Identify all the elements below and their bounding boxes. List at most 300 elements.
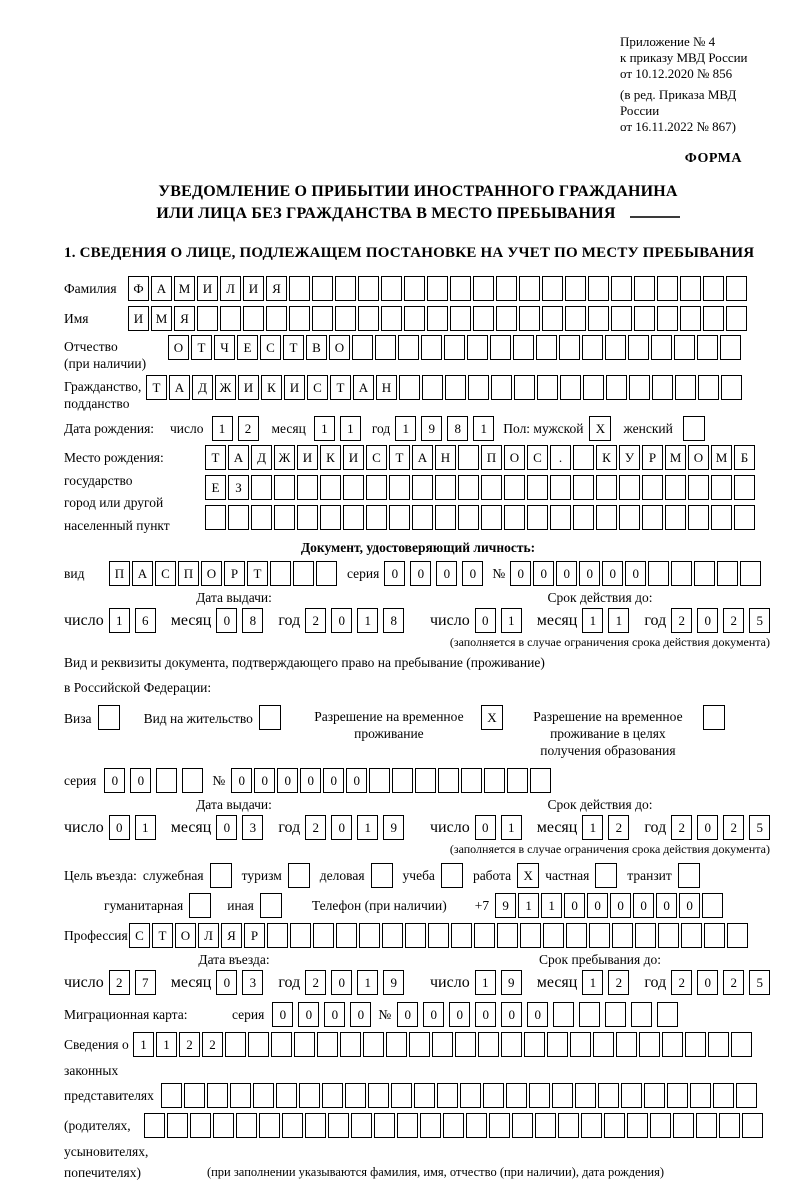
- form-cell[interactable]: 0: [587, 893, 608, 918]
- form-cell[interactable]: 1: [357, 970, 378, 995]
- form-cell[interactable]: [688, 475, 709, 500]
- form-cell[interactable]: [506, 1083, 527, 1108]
- form-cell[interactable]: [542, 276, 563, 301]
- form-cell[interactable]: 1: [473, 416, 494, 441]
- form-cell[interactable]: [604, 1113, 625, 1138]
- form-cell[interactable]: 0: [475, 1002, 496, 1027]
- form-cell[interactable]: 0: [579, 561, 600, 586]
- form-cell[interactable]: [588, 276, 609, 301]
- form-cell[interactable]: [336, 923, 357, 948]
- form-cell[interactable]: [720, 335, 741, 360]
- form-cell[interactable]: 6: [135, 608, 156, 633]
- form-cell[interactable]: [537, 375, 558, 400]
- form-cell[interactable]: [213, 1113, 234, 1138]
- form-cell[interactable]: [392, 768, 413, 793]
- form-cell[interactable]: [680, 306, 701, 331]
- form-cell[interactable]: [644, 1083, 665, 1108]
- form-cell[interactable]: А: [353, 375, 374, 400]
- form-cell[interactable]: [468, 375, 489, 400]
- form-cell[interactable]: .: [550, 445, 571, 470]
- form-cell[interactable]: 2: [202, 1032, 223, 1057]
- form-cell[interactable]: [519, 276, 540, 301]
- form-cell[interactable]: [648, 561, 669, 586]
- form-cell[interactable]: А: [412, 445, 433, 470]
- form-cell[interactable]: 0: [331, 815, 352, 840]
- form-cell[interactable]: Т: [205, 445, 226, 470]
- form-cell[interactable]: [519, 306, 540, 331]
- form-cell[interactable]: [320, 475, 341, 500]
- form-cell[interactable]: [435, 475, 456, 500]
- form-cell[interactable]: Л: [198, 923, 219, 948]
- form-cell[interactable]: [688, 505, 709, 530]
- form-cell[interactable]: [559, 335, 580, 360]
- form-cell[interactable]: В: [306, 335, 327, 360]
- form-cell[interactable]: Д: [192, 375, 213, 400]
- form-cell[interactable]: [481, 475, 502, 500]
- form-cell[interactable]: [565, 276, 586, 301]
- form-cell[interactable]: 9: [501, 970, 522, 995]
- form-cell[interactable]: [642, 475, 663, 500]
- form-cell[interactable]: 2: [238, 416, 259, 441]
- form-cell[interactable]: 1: [582, 815, 603, 840]
- form-cell[interactable]: [248, 1032, 269, 1057]
- form-cell[interactable]: [681, 923, 702, 948]
- form-cell[interactable]: [671, 561, 692, 586]
- form-cell[interactable]: И: [238, 375, 259, 400]
- form-cell[interactable]: 2: [608, 815, 629, 840]
- form-cell[interactable]: 1: [501, 815, 522, 840]
- form-cell[interactable]: О: [329, 335, 350, 360]
- form-cell[interactable]: 0: [272, 1002, 293, 1027]
- form-cell[interactable]: [529, 1083, 550, 1108]
- form-cell[interactable]: 2: [305, 815, 326, 840]
- form-cell[interactable]: [631, 1002, 652, 1027]
- form-cell[interactable]: X: [517, 863, 539, 888]
- form-cell[interactable]: [657, 306, 678, 331]
- form-cell[interactable]: [297, 505, 318, 530]
- form-cell[interactable]: 0: [323, 768, 344, 793]
- form-cell[interactable]: [504, 475, 525, 500]
- form-cell[interactable]: [657, 1002, 678, 1027]
- form-cell[interactable]: [731, 1032, 752, 1057]
- form-cell[interactable]: 0: [697, 608, 718, 633]
- form-cell[interactable]: [386, 1032, 407, 1057]
- form-cell[interactable]: [680, 276, 701, 301]
- form-cell[interactable]: [288, 863, 310, 888]
- form-cell[interactable]: [289, 306, 310, 331]
- form-cell[interactable]: [398, 335, 419, 360]
- form-cell[interactable]: [634, 276, 655, 301]
- form-cell[interactable]: [389, 475, 410, 500]
- form-cell[interactable]: Т: [247, 561, 268, 586]
- form-cell[interactable]: [190, 1113, 211, 1138]
- form-cell[interactable]: Н: [376, 375, 397, 400]
- form-cell[interactable]: У: [619, 445, 640, 470]
- form-cell[interactable]: 1: [501, 608, 522, 633]
- form-cell[interactable]: [629, 375, 650, 400]
- form-cell[interactable]: [397, 1113, 418, 1138]
- form-cell[interactable]: 0: [564, 893, 585, 918]
- form-cell[interactable]: [335, 276, 356, 301]
- form-cell[interactable]: [316, 561, 337, 586]
- form-cell[interactable]: [289, 276, 310, 301]
- form-cell[interactable]: 0: [527, 1002, 548, 1027]
- form-cell[interactable]: К: [596, 445, 617, 470]
- form-cell[interactable]: 0: [300, 768, 321, 793]
- form-cell[interactable]: 2: [723, 815, 744, 840]
- form-cell[interactable]: 0: [254, 768, 275, 793]
- form-cell[interactable]: [161, 1083, 182, 1108]
- form-cell[interactable]: [504, 505, 525, 530]
- form-cell[interactable]: [726, 276, 747, 301]
- form-cell[interactable]: [734, 475, 755, 500]
- form-cell[interactable]: [369, 768, 390, 793]
- form-cell[interactable]: 0: [216, 815, 237, 840]
- form-cell[interactable]: О: [168, 335, 189, 360]
- form-cell[interactable]: [696, 1113, 717, 1138]
- form-cell[interactable]: 0: [679, 893, 700, 918]
- form-cell[interactable]: [658, 923, 679, 948]
- form-cell[interactable]: [697, 335, 718, 360]
- form-cell[interactable]: [501, 1032, 522, 1057]
- form-cell[interactable]: И: [243, 276, 264, 301]
- form-cell[interactable]: 7: [135, 970, 156, 995]
- form-cell[interactable]: 9: [495, 893, 516, 918]
- form-cell[interactable]: 0: [602, 561, 623, 586]
- form-cell[interactable]: [652, 375, 673, 400]
- form-cell[interactable]: [703, 306, 724, 331]
- form-cell[interactable]: И: [297, 445, 318, 470]
- form-cell[interactable]: Е: [205, 475, 226, 500]
- form-cell[interactable]: К: [261, 375, 282, 400]
- form-cell[interactable]: [404, 276, 425, 301]
- form-cell[interactable]: О: [175, 923, 196, 948]
- form-cell[interactable]: [566, 923, 587, 948]
- form-cell[interactable]: [441, 863, 463, 888]
- form-cell[interactable]: 1: [109, 608, 130, 633]
- form-cell[interactable]: [512, 1113, 533, 1138]
- form-cell[interactable]: [595, 863, 617, 888]
- form-cell[interactable]: 9: [421, 416, 442, 441]
- form-cell[interactable]: 1: [518, 893, 539, 918]
- form-cell[interactable]: 0: [475, 815, 496, 840]
- form-cell[interactable]: [375, 335, 396, 360]
- form-cell[interactable]: [189, 893, 211, 918]
- form-cell[interactable]: [450, 306, 471, 331]
- form-cell[interactable]: 0: [130, 768, 151, 793]
- form-cell[interactable]: [596, 505, 617, 530]
- form-cell[interactable]: [478, 1032, 499, 1057]
- form-cell[interactable]: [266, 306, 287, 331]
- form-cell[interactable]: [694, 561, 715, 586]
- form-cell[interactable]: [320, 505, 341, 530]
- form-cell[interactable]: [312, 306, 333, 331]
- form-cell[interactable]: П: [109, 561, 130, 586]
- form-cell[interactable]: [437, 1083, 458, 1108]
- form-cell[interactable]: 9: [383, 815, 404, 840]
- form-cell[interactable]: [473, 306, 494, 331]
- form-cell[interactable]: [616, 1032, 637, 1057]
- form-cell[interactable]: [606, 375, 627, 400]
- form-cell[interactable]: 2: [671, 970, 692, 995]
- form-cell[interactable]: [483, 1083, 504, 1108]
- form-cell[interactable]: [708, 1032, 729, 1057]
- form-cell[interactable]: Р: [642, 445, 663, 470]
- form-cell[interactable]: Т: [283, 335, 304, 360]
- form-cell[interactable]: [340, 1032, 361, 1057]
- form-cell[interactable]: О: [201, 561, 222, 586]
- form-cell[interactable]: 0: [501, 1002, 522, 1027]
- form-cell[interactable]: [740, 561, 761, 586]
- form-cell[interactable]: 2: [671, 815, 692, 840]
- form-cell[interactable]: [451, 923, 472, 948]
- form-cell[interactable]: 0: [104, 768, 125, 793]
- form-cell[interactable]: [619, 475, 640, 500]
- form-cell[interactable]: [527, 505, 548, 530]
- form-cell[interactable]: [520, 923, 541, 948]
- form-cell[interactable]: [542, 306, 563, 331]
- form-cell[interactable]: 5: [749, 608, 770, 633]
- form-cell[interactable]: [422, 375, 443, 400]
- form-cell[interactable]: [412, 475, 433, 500]
- form-cell[interactable]: [742, 1113, 763, 1138]
- form-cell[interactable]: 0: [436, 561, 457, 586]
- form-cell[interactable]: [558, 1113, 579, 1138]
- form-cell[interactable]: 1: [582, 608, 603, 633]
- form-cell[interactable]: [560, 375, 581, 400]
- form-cell[interactable]: [543, 923, 564, 948]
- form-cell[interactable]: С: [307, 375, 328, 400]
- form-cell[interactable]: М: [151, 306, 172, 331]
- form-cell[interactable]: [374, 1113, 395, 1138]
- form-cell[interactable]: [267, 923, 288, 948]
- form-cell[interactable]: [260, 893, 282, 918]
- form-cell[interactable]: 2: [179, 1032, 200, 1057]
- form-cell[interactable]: [228, 505, 249, 530]
- form-cell[interactable]: 2: [723, 970, 744, 995]
- form-cell[interactable]: [458, 505, 479, 530]
- form-cell[interactable]: [343, 475, 364, 500]
- form-cell[interactable]: [484, 768, 505, 793]
- form-cell[interactable]: [205, 505, 226, 530]
- form-cell[interactable]: [667, 1083, 688, 1108]
- form-cell[interactable]: [581, 1113, 602, 1138]
- form-cell[interactable]: [665, 505, 686, 530]
- form-cell[interactable]: 1: [340, 416, 361, 441]
- form-cell[interactable]: 0: [423, 1002, 444, 1027]
- form-cell[interactable]: [412, 505, 433, 530]
- form-cell[interactable]: [553, 1002, 574, 1027]
- form-cell[interactable]: [570, 1032, 591, 1057]
- form-cell[interactable]: [719, 1113, 740, 1138]
- form-cell[interactable]: [550, 505, 571, 530]
- form-cell[interactable]: [363, 1032, 384, 1057]
- form-cell[interactable]: Ч: [214, 335, 235, 360]
- form-cell[interactable]: [473, 276, 494, 301]
- form-cell[interactable]: [382, 923, 403, 948]
- form-cell[interactable]: Я: [221, 923, 242, 948]
- form-cell[interactable]: [552, 1083, 573, 1108]
- form-cell[interactable]: [639, 1032, 660, 1057]
- form-cell[interactable]: 5: [749, 815, 770, 840]
- form-cell[interactable]: [651, 335, 672, 360]
- form-cell[interactable]: [496, 276, 517, 301]
- form-cell[interactable]: С: [129, 923, 150, 948]
- form-cell[interactable]: [271, 1032, 292, 1057]
- form-cell[interactable]: 0: [475, 608, 496, 633]
- form-cell[interactable]: [575, 1083, 596, 1108]
- form-cell[interactable]: [435, 505, 456, 530]
- form-cell[interactable]: [717, 561, 738, 586]
- form-cell[interactable]: 1: [357, 815, 378, 840]
- form-cell[interactable]: Ж: [274, 445, 295, 470]
- form-cell[interactable]: 0: [449, 1002, 470, 1027]
- form-cell[interactable]: [445, 375, 466, 400]
- form-cell[interactable]: 8: [242, 608, 263, 633]
- form-cell[interactable]: [420, 1113, 441, 1138]
- form-cell[interactable]: 0: [697, 970, 718, 995]
- form-cell[interactable]: [274, 505, 295, 530]
- form-cell[interactable]: [675, 375, 696, 400]
- form-cell[interactable]: [547, 1032, 568, 1057]
- form-cell[interactable]: 1: [133, 1032, 154, 1057]
- form-cell[interactable]: [282, 1113, 303, 1138]
- form-cell[interactable]: [536, 335, 557, 360]
- form-cell[interactable]: 8: [383, 608, 404, 633]
- form-cell[interactable]: [662, 1032, 683, 1057]
- form-cell[interactable]: 3: [242, 970, 263, 995]
- form-cell[interactable]: [481, 505, 502, 530]
- form-cell[interactable]: 0: [331, 970, 352, 995]
- form-cell[interactable]: [443, 1113, 464, 1138]
- form-cell[interactable]: [527, 475, 548, 500]
- form-cell[interactable]: [438, 768, 459, 793]
- form-cell[interactable]: 1: [156, 1032, 177, 1057]
- form-cell[interactable]: [460, 1083, 481, 1108]
- form-cell[interactable]: Я: [174, 306, 195, 331]
- form-cell[interactable]: [251, 505, 272, 530]
- form-cell[interactable]: С: [527, 445, 548, 470]
- form-cell[interactable]: [619, 505, 640, 530]
- form-cell[interactable]: 0: [410, 561, 431, 586]
- form-cell[interactable]: 0: [397, 1002, 418, 1027]
- form-cell[interactable]: [414, 1083, 435, 1108]
- form-cell[interactable]: 2: [723, 608, 744, 633]
- form-cell[interactable]: [673, 1113, 694, 1138]
- form-cell[interactable]: 0: [633, 893, 654, 918]
- form-cell[interactable]: Ж: [215, 375, 236, 400]
- form-cell[interactable]: [270, 561, 291, 586]
- form-cell[interactable]: О: [504, 445, 525, 470]
- form-cell[interactable]: 1: [541, 893, 562, 918]
- form-cell[interactable]: [351, 1113, 372, 1138]
- form-cell[interactable]: П: [481, 445, 502, 470]
- form-cell[interactable]: Е: [237, 335, 258, 360]
- form-cell[interactable]: [207, 1083, 228, 1108]
- form-cell[interactable]: [290, 923, 311, 948]
- form-cell[interactable]: М: [711, 445, 732, 470]
- form-cell[interactable]: С: [155, 561, 176, 586]
- form-cell[interactable]: [565, 306, 586, 331]
- form-cell[interactable]: [230, 1083, 251, 1108]
- form-cell[interactable]: [605, 1002, 626, 1027]
- form-cell[interactable]: [368, 1083, 389, 1108]
- form-cell[interactable]: [259, 705, 281, 730]
- form-cell[interactable]: [634, 306, 655, 331]
- form-cell[interactable]: 0: [216, 608, 237, 633]
- form-cell[interactable]: [359, 923, 380, 948]
- form-cell[interactable]: [415, 768, 436, 793]
- form-cell[interactable]: [736, 1083, 757, 1108]
- form-cell[interactable]: [685, 1032, 706, 1057]
- form-cell[interactable]: 0: [216, 970, 237, 995]
- form-cell[interactable]: 0: [610, 893, 631, 918]
- form-cell[interactable]: X: [589, 416, 611, 441]
- form-cell[interactable]: [236, 1113, 257, 1138]
- form-cell[interactable]: [589, 923, 610, 948]
- form-cell[interactable]: [605, 335, 626, 360]
- form-cell[interactable]: [156, 768, 177, 793]
- form-cell[interactable]: [721, 375, 742, 400]
- form-cell[interactable]: [727, 923, 748, 948]
- form-cell[interactable]: [513, 335, 534, 360]
- form-cell[interactable]: [409, 1032, 430, 1057]
- form-cell[interactable]: [313, 923, 334, 948]
- form-cell[interactable]: [704, 923, 725, 948]
- form-cell[interactable]: [514, 375, 535, 400]
- form-cell[interactable]: С: [366, 445, 387, 470]
- form-cell[interactable]: [550, 475, 571, 500]
- form-cell[interactable]: [184, 1083, 205, 1108]
- form-cell[interactable]: Б: [734, 445, 755, 470]
- form-cell[interactable]: [726, 306, 747, 331]
- form-cell[interactable]: [427, 276, 448, 301]
- form-cell[interactable]: [461, 768, 482, 793]
- form-cell[interactable]: 0: [656, 893, 677, 918]
- form-cell[interactable]: И: [343, 445, 364, 470]
- form-cell[interactable]: 0: [324, 1002, 345, 1027]
- form-cell[interactable]: X: [481, 705, 503, 730]
- form-cell[interactable]: 0: [384, 561, 405, 586]
- form-cell[interactable]: [683, 416, 705, 441]
- form-cell[interactable]: [427, 306, 448, 331]
- form-cell[interactable]: [294, 1032, 315, 1057]
- form-cell[interactable]: [366, 475, 387, 500]
- form-cell[interactable]: [274, 475, 295, 500]
- form-cell[interactable]: 1: [582, 970, 603, 995]
- form-cell[interactable]: [399, 375, 420, 400]
- form-cell[interactable]: П: [178, 561, 199, 586]
- form-cell[interactable]: [144, 1113, 165, 1138]
- form-cell[interactable]: [297, 475, 318, 500]
- form-cell[interactable]: А: [151, 276, 172, 301]
- form-cell[interactable]: [305, 1113, 326, 1138]
- form-cell[interactable]: [588, 306, 609, 331]
- form-cell[interactable]: [702, 893, 723, 918]
- form-cell[interactable]: [391, 1083, 412, 1108]
- form-cell[interactable]: [474, 923, 495, 948]
- form-cell[interactable]: [711, 505, 732, 530]
- form-cell[interactable]: [612, 923, 633, 948]
- form-cell[interactable]: [312, 276, 333, 301]
- form-cell[interactable]: 1: [395, 416, 416, 441]
- form-cell[interactable]: [371, 863, 393, 888]
- form-cell[interactable]: [225, 1032, 246, 1057]
- form-cell[interactable]: Т: [152, 923, 173, 948]
- form-cell[interactable]: [628, 335, 649, 360]
- form-cell[interactable]: [734, 505, 755, 530]
- form-cell[interactable]: А: [132, 561, 153, 586]
